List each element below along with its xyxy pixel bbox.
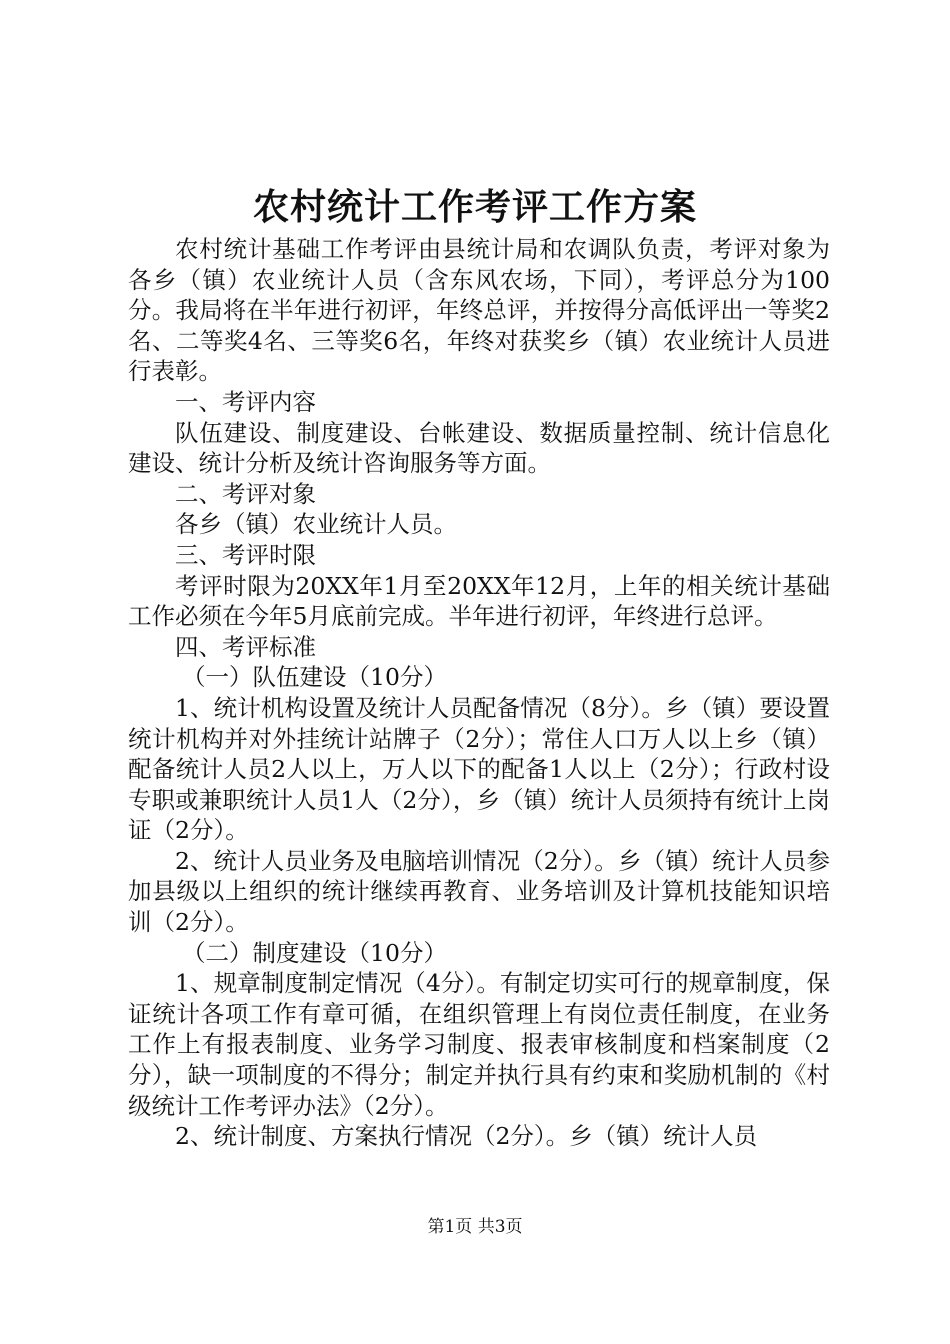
section-heading-standards: 四、考评标准 [175, 632, 316, 661]
subsection-heading-team: （一）队伍建设（10分） [182, 663, 447, 692]
intro-paragraph: 农村统计基础工作考评由县统计局和农调队负责，考评对象为各乡（镇）农业统计人员（含东风农场，下同），考评总分为100分。我局将在半年进行初评，年终总评，并按得分高低评出一等奖2名、二等奖4名、三等奖6名，年终对获奖乡（镇）农业统计人员进行表彰。 [128, 235, 830, 386]
section-heading-content: 一、考评内容 [175, 387, 316, 416]
document-body [128, 234, 830, 1152]
page-number-footer: 第1页 共3页 [427, 1217, 523, 1237]
period-paragraph: 考评时限为20XX年1月至20XX年12月，上年的相关统计基础工作必须在今年5月底前完成。半年进行初评，年终进行总评。 [128, 571, 830, 631]
content-paragraph: 队伍建设、制度建设、台帐建设、数据质量控制、统计信息化建设、统计分析及统计咨询服务等方面。 [128, 418, 830, 478]
section-heading-period: 三、考评时限 [175, 540, 316, 569]
target-paragraph: 各乡（镇）农业统计人员。 [175, 510, 457, 539]
team-item-2-paragraph: 2、统计人员业务及电脑培训情况（2分）。乡（镇）统计人员参加县级以上组织的统计继续再教育、业务培训及计算机技能知识培训（2分）。 [128, 846, 830, 937]
document-title: 农村统计工作考评工作方案 [252, 186, 697, 228]
subsection-heading-system: （二）制度建设（10分） [182, 938, 447, 967]
team-item-1-paragraph: 1、统计机构设置及统计人员配备情况（8分）。乡（镇）要设置统计机构并对外挂统计站牌子（2分）；常住人口万人以上乡（镇）配备统计人员2人以上，万人以下的配备1人以上（2分）；行政村设专职或兼职统计人员1人（2分），乡（镇）统计人员须持有统计上岗证（2分）。 [128, 693, 830, 845]
system-item-1-paragraph: 1、规章制度制定情况（4分）。有制定切实可行的规章制度，保证统计各项工作有章可循，在组织管理上有岗位责任制度，在业务工作上有报表制度、业务学习制度、报表审核制度和档案制度（2分），缺一项制度的不得分；制定并执行具有约束和奖励机制的《村级统计工作考评办法》（2分）。 [128, 969, 830, 1120]
section-heading-target: 二、考评对象 [175, 479, 316, 508]
system-item-2-paragraph: 2、统计制度、方案执行情况（2分）。乡（镇）统计人员 [175, 1122, 758, 1151]
